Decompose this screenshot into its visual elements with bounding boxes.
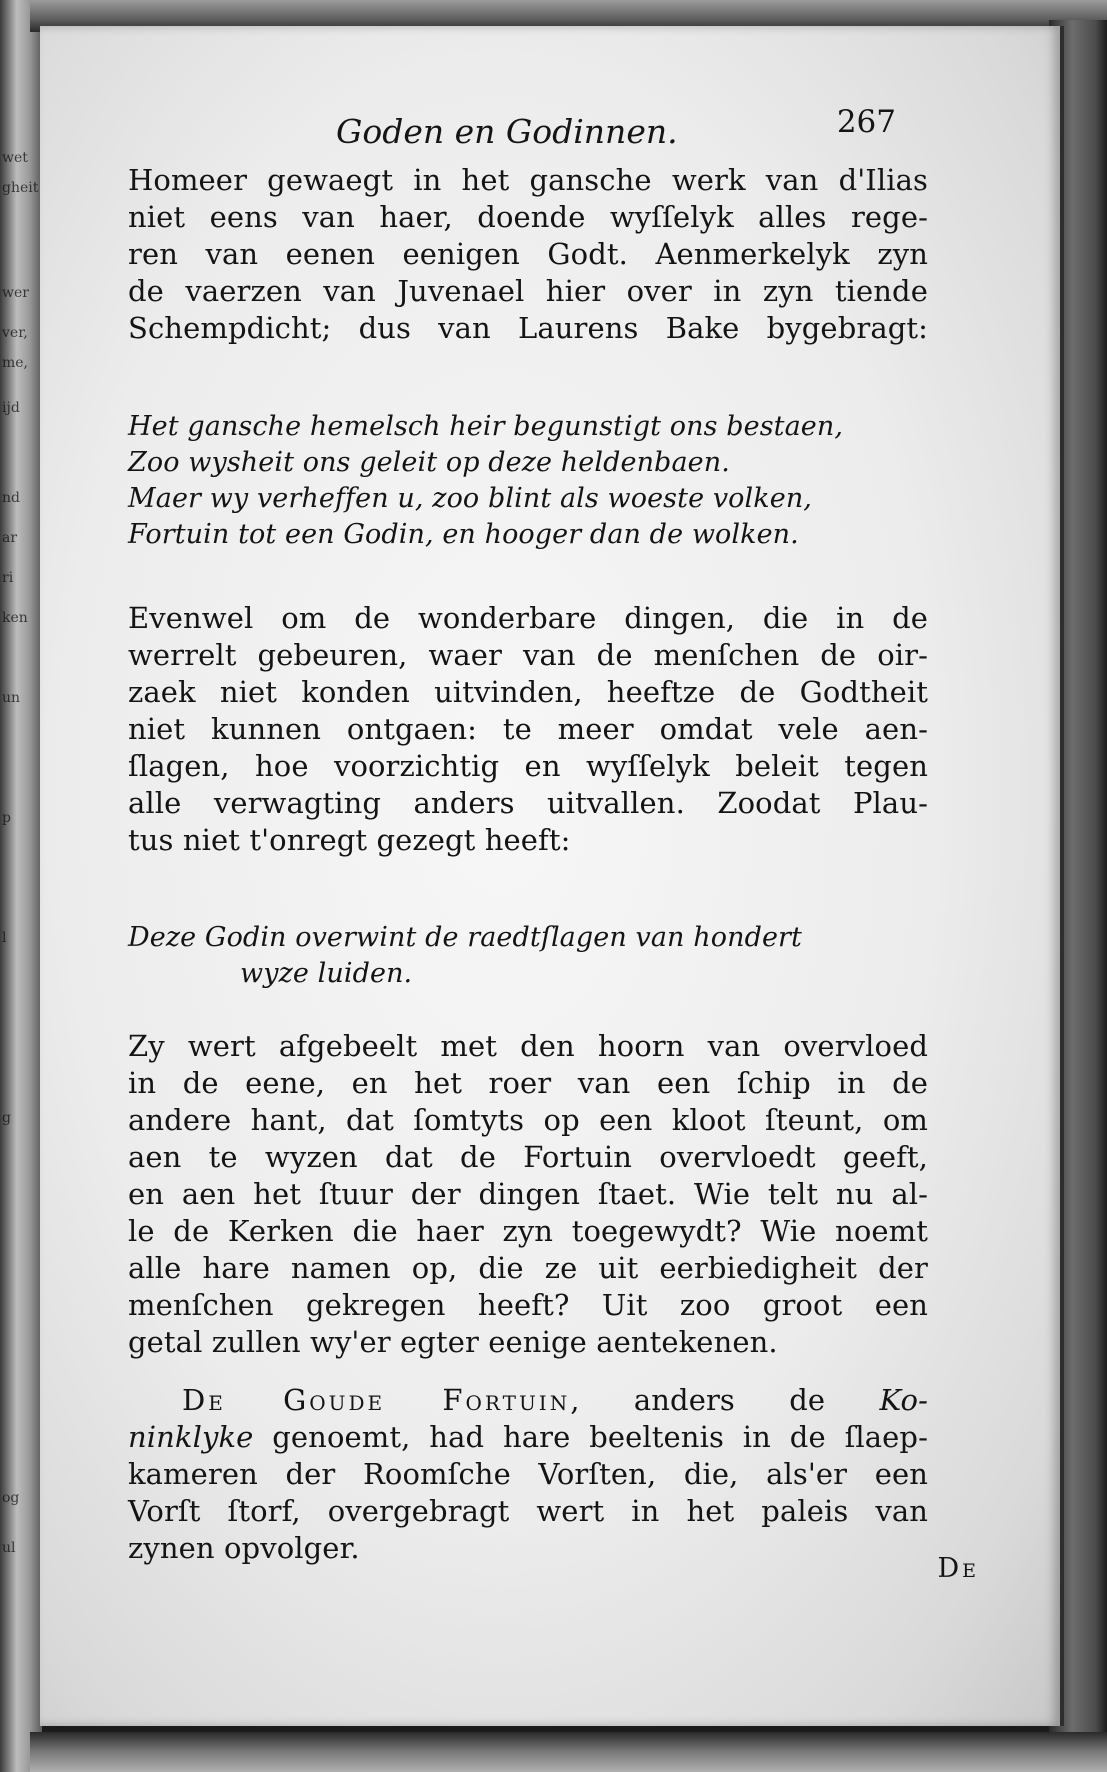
running-title: Goden en Godinnen. xyxy=(336,112,678,151)
text-line: niet eens van haer, doende wyſſelyk alles rege- xyxy=(128,200,928,234)
text-line: en aen het ſtuur der dingen ſtaet. Wie telt nu al- xyxy=(128,1177,928,1211)
paragraph-2 xyxy=(128,600,928,859)
text-line: Zy wert afgebeelt met den hoorn van overvloed xyxy=(128,1029,928,1063)
text-line: le de Kerken die haer zyn toegewydt? Wie noemt xyxy=(128,1214,928,1248)
facing-page-fragment: l xyxy=(2,930,7,946)
facing-page-fragment: me, xyxy=(2,355,29,371)
text-line: ſlagen, hoe voorzichtig en wyſſelyk beleit tegen xyxy=(128,749,928,783)
facing-page-fragment: ken xyxy=(2,610,28,626)
text-line: in de eene, en het roer van een ſchip in de xyxy=(128,1066,928,1100)
verse-line: Maer wy verheffen u, zoo blint als woeste volken, xyxy=(128,483,812,514)
verse-quotation-2 xyxy=(128,920,928,992)
facing-page-fragment: ri xyxy=(2,570,14,586)
facing-page-fragment: og xyxy=(2,1490,20,1506)
facing-page-fragment: nd xyxy=(2,490,20,506)
facing-page-fragment: un xyxy=(2,690,21,706)
text-line xyxy=(128,1419,928,1456)
text-line xyxy=(128,1382,928,1419)
text-line: kameren der Roomſche Vorſten, die, als'er een xyxy=(128,1457,928,1491)
text-line: werrelt gebeuren, waer van de menſchen de oir- xyxy=(128,638,928,672)
text-line: Evenwel om de wonderbare dingen, die in de xyxy=(128,601,928,635)
verse-line: wyze luiden. xyxy=(240,958,413,989)
verse-line: Deze Godin overwint de raedtſlagen van hondert xyxy=(128,922,802,953)
text-line: Vorſt ſtorf, overgebragt wert in het paleis van xyxy=(128,1494,928,1528)
text-line: menſchen gekregen heeft? Uit zoo groot een xyxy=(128,1288,928,1322)
text-line: zaek niet konden uitvinden, heeftze de Godtheit xyxy=(128,675,928,709)
verse-line: Zoo wysheit ons geleit op deze heldenbaen. xyxy=(128,447,730,478)
text-run: genoemt, had hare beeltenis in de ſlaep- xyxy=(253,1420,928,1454)
page-header xyxy=(300,104,920,162)
text-line: zynen opvolger. xyxy=(128,1531,360,1565)
facing-page-fragment: g xyxy=(2,1110,11,1126)
facing-page-edge xyxy=(0,0,42,1772)
italic-run: Ko- xyxy=(879,1383,928,1417)
book-bottom-edge xyxy=(30,1732,1107,1772)
facing-page-fragment: gheit xyxy=(2,180,39,196)
facing-page-fragment: wer xyxy=(2,285,29,301)
text-line: getal zullen wy'er egter eenige aentekenen. xyxy=(128,1325,778,1359)
text-line: aen te wyzen dat de Fortuin overvloedt geeft, xyxy=(128,1140,928,1174)
text-line: Schempdicht; dus van Laurens Bake bygebragt: xyxy=(128,311,928,345)
facing-page-fragment: ul xyxy=(2,1540,16,1556)
text-line: andere hant, dat ſomtyts op een kloot ſteunt, om xyxy=(128,1103,928,1137)
text-run: , anders de xyxy=(570,1383,880,1417)
text-line: Homeer gewaegt in het gansche werk van d'Ilias xyxy=(128,163,928,197)
italic-run: ninklyke xyxy=(128,1420,254,1454)
text-line: alle verwagting anders uitvallen. Zoodat Plau- xyxy=(128,786,928,820)
catchword: De xyxy=(937,1553,979,1584)
facing-page-fragment: wet xyxy=(2,150,28,166)
facing-page-fragment: ijd xyxy=(2,400,20,416)
text-line: niet kunnen ontgaen: te meer omdat vele aen- xyxy=(128,712,928,746)
verse-line: Fortuin tot een Godin, en hooger dan de wolken. xyxy=(128,519,799,550)
paragraph-4 xyxy=(128,1382,928,1567)
smallcaps-heading: De Goude Fortuin xyxy=(182,1383,571,1417)
paragraph-1 xyxy=(128,162,928,347)
facing-page-fragment: ar xyxy=(2,530,18,546)
paragraph-3 xyxy=(128,1028,928,1361)
page-number: 267 xyxy=(836,104,896,140)
verse-line: Het gansche hemelsch heir begunstigt ons bestaen, xyxy=(128,411,844,442)
facing-page-fragment: p xyxy=(2,810,11,826)
verse-quotation-1 xyxy=(128,409,928,553)
text-line: tus niet t'onregt gezegt heeft: xyxy=(128,823,571,857)
text-line: ren van eenen eenigen Godt. Aenmerkelyk zyn xyxy=(128,237,928,271)
text-line: alle hare namen op, die ze uit eerbiedigheit der xyxy=(128,1251,928,1285)
facing-page-fragment: ver, xyxy=(2,325,28,341)
text-line: de vaerzen van Juvenael hier over in zyn tiende xyxy=(128,274,928,308)
